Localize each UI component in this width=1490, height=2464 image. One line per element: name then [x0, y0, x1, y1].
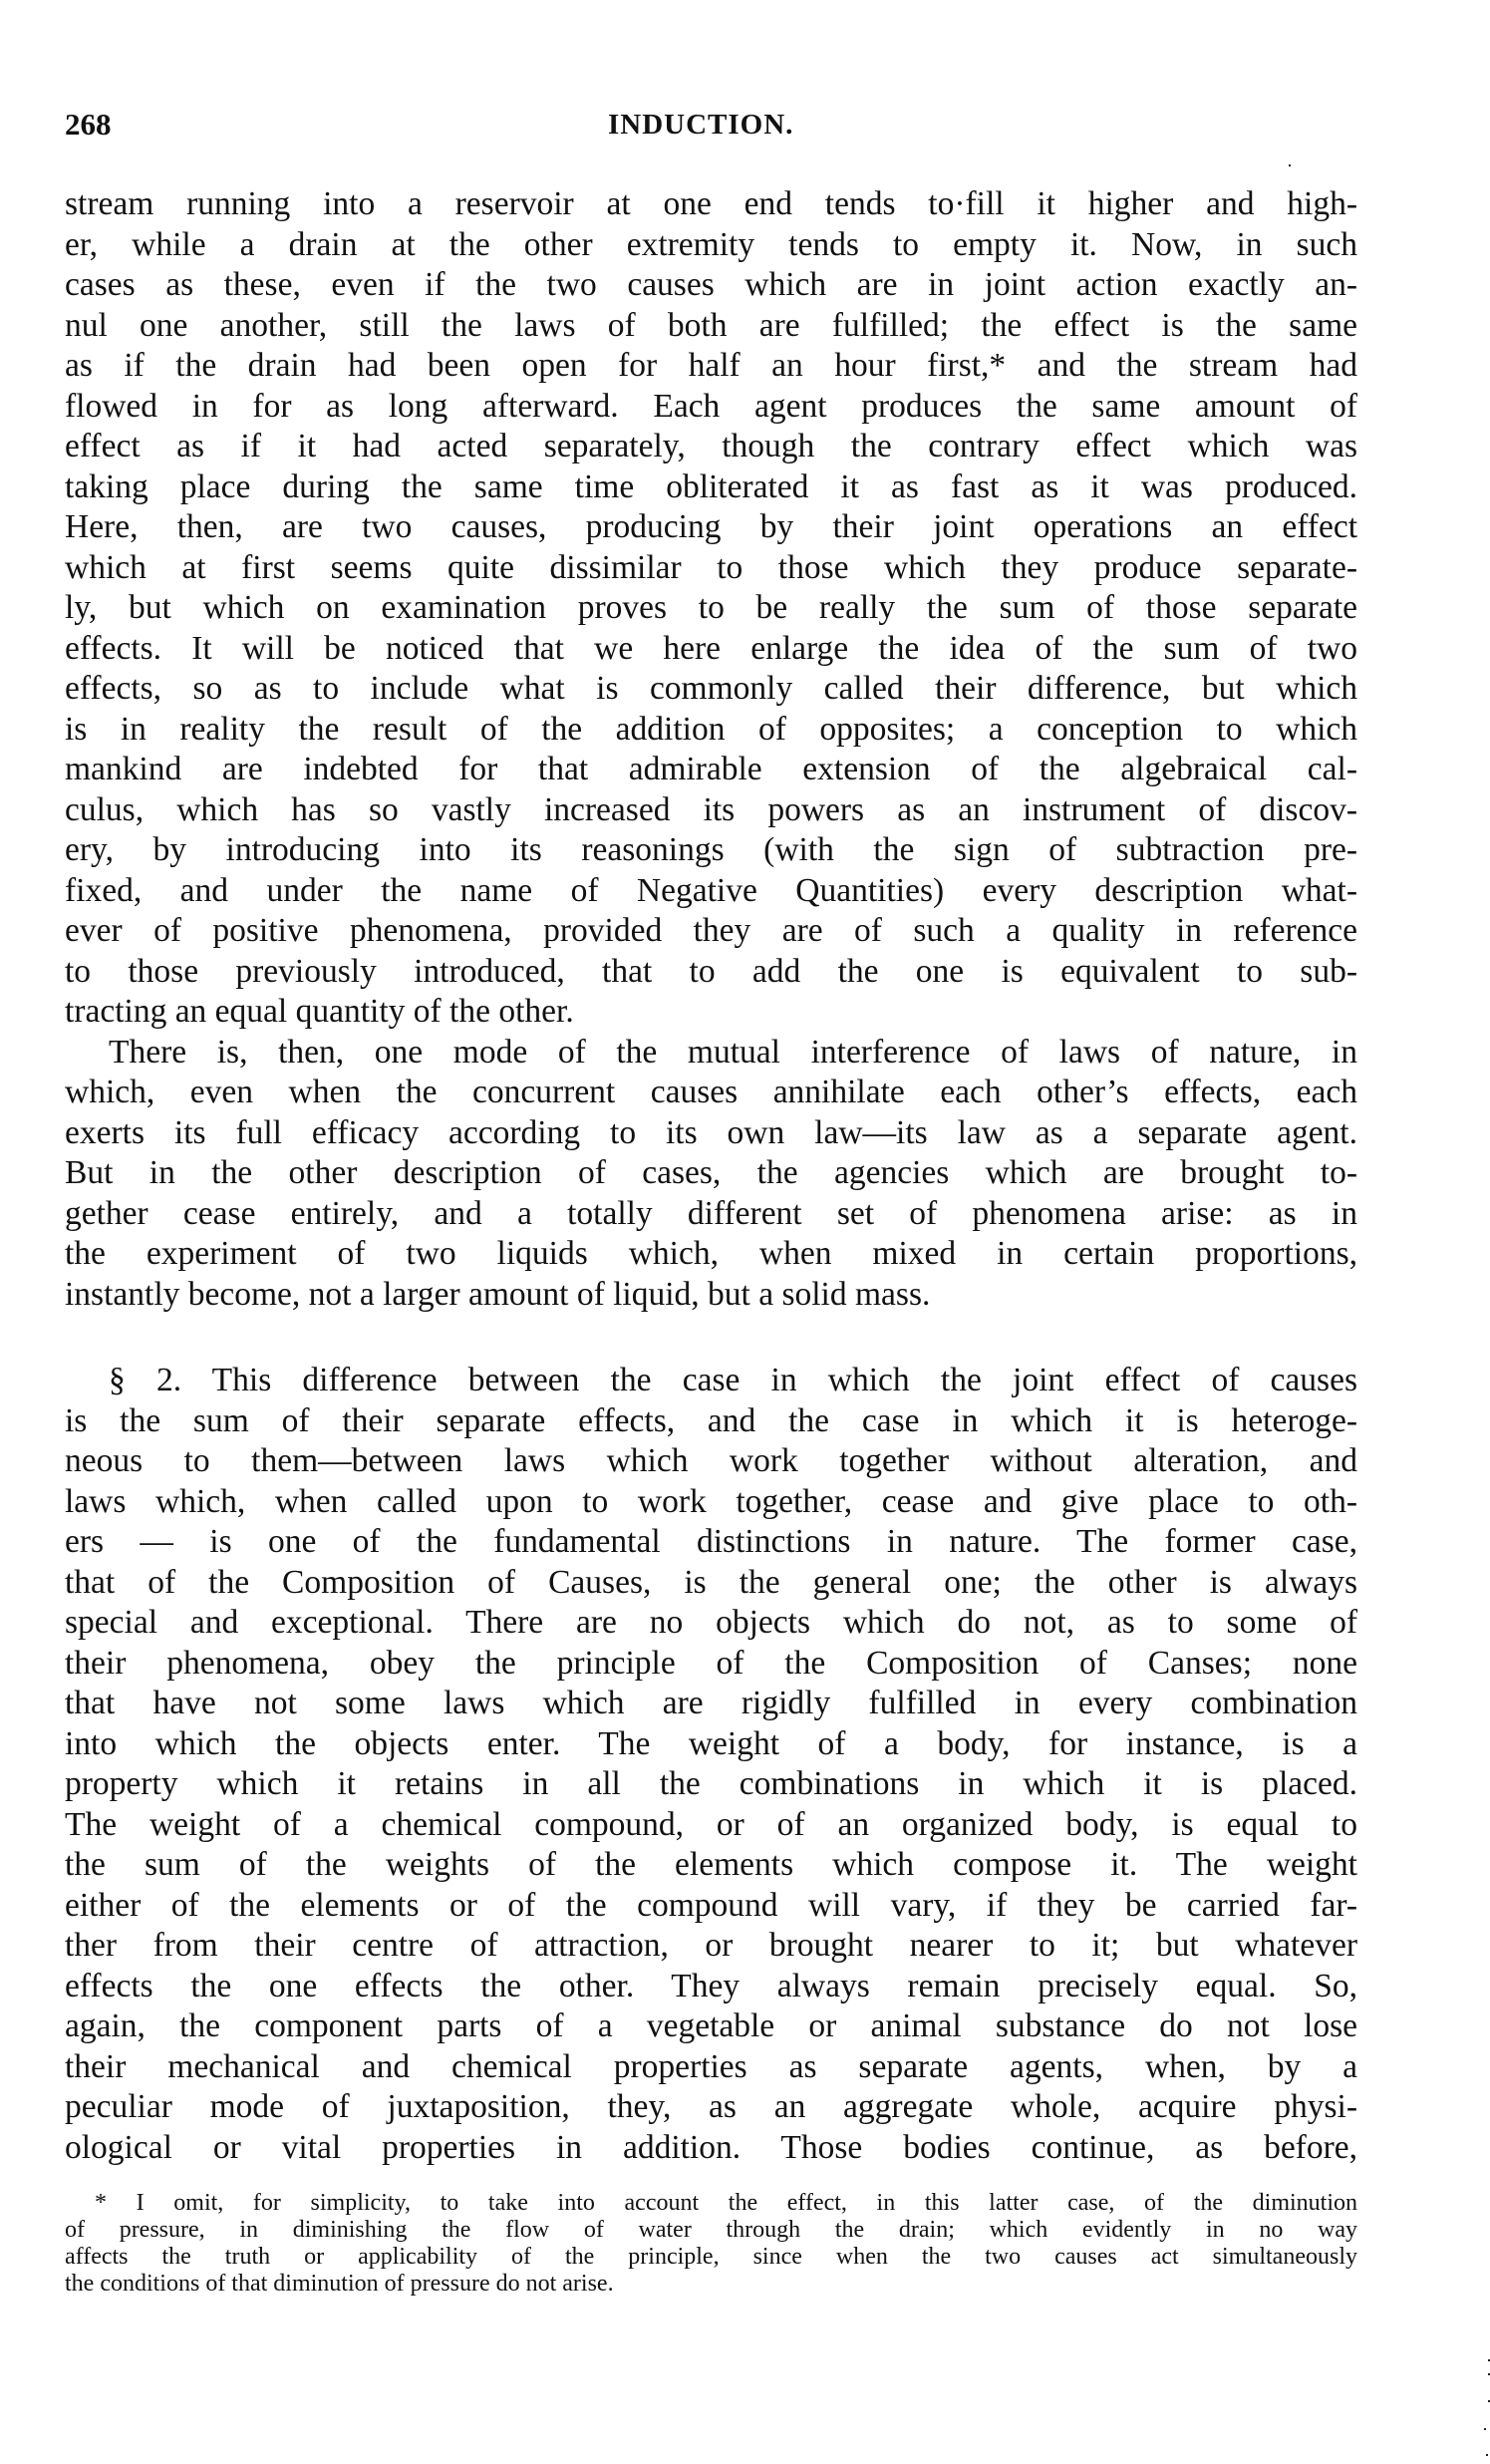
- text-line: effects. It will be noticed that we here enlarge the idea of the sum of two: [65, 629, 1357, 667]
- text-line: There is, then, one mode of the mutual interference of laws of nature, in: [109, 1033, 1357, 1071]
- text-line: is in reality the result of the addition of opposites; a conception to which: [65, 710, 1357, 748]
- text-line: into which the objects enter. The weight of a body, for instance, is a: [65, 1724, 1357, 1762]
- text-line: fixed, and under the name of Negative Quantities) every description what-: [65, 871, 1357, 909]
- text-line: culus, which has so vastly increased its powers as an instrument of discov-: [65, 790, 1357, 828]
- text-line: their phenomena, obey the principle of the Composition of Canses; none: [65, 1644, 1357, 1682]
- footnote-line: the conditions of that diminution of pressure do not arise.: [65, 2271, 614, 2297]
- text-line: special and exceptional. There are no objects which do not, as to some of: [65, 1604, 1357, 1641]
- text-line: laws which, when called upon to work together, cease and give place to oth-: [65, 1482, 1357, 1520]
- text-line: exerts its full efficacy according to its own law—its law as a separate agent.: [65, 1113, 1357, 1151]
- scan-speck: [1486, 2454, 1488, 2456]
- text-line: nul one another, still the laws of both are fulfilled; the effect is the same: [65, 306, 1357, 344]
- text-line: stream running into a reservoir at one end tends to·fill it higher and high-: [65, 185, 1357, 222]
- text-line: the sum of the weights of the elements which compose it. The weight: [65, 1846, 1357, 1883]
- text-line: property which it retains in all the combinations in which it is placed.: [65, 1765, 1357, 1802]
- text-line: er, while a drain at the other extremity tends to empty it. Now, in such: [65, 225, 1357, 263]
- footnote-line: affects the truth or applicability of the principle, since when the two causes act simultaneously: [65, 2244, 1357, 2270]
- text-line: that of the Composition of Causes, is the general one; the other is always: [65, 1563, 1357, 1601]
- text-line: neous to them—between laws which work together without alteration, and: [65, 1442, 1357, 1479]
- scan-speck: [1484, 2428, 1486, 2430]
- text-line: effect as if it had acted separately, though the contrary effect which was: [65, 428, 1357, 464]
- text-line: which, even when the concurrent causes annihilate each other’s effects, each: [65, 1074, 1357, 1110]
- text-line: which at first seems quite dissimilar to those which they produce separate-: [65, 548, 1357, 586]
- text-line: taking place during the same time obliterated it as fast as it was produced.: [65, 467, 1357, 505]
- text-line: The weight of a chemical compound, or of an organized body, is equal to: [65, 1805, 1357, 1843]
- text-line: mankind are indebted for that admirable extension of the algebraical cal-: [65, 751, 1357, 787]
- text-line: the experiment of two liquids which, when mixed in certain proportions,: [65, 1235, 1357, 1272]
- scan-speck: [1289, 164, 1291, 166]
- text-line: ly, but which on examination proves to be really the sum of those separate: [65, 589, 1357, 626]
- text-line: Here, then, are two causes, producing by their joint operations an effect: [65, 508, 1357, 545]
- text-line: gether cease entirely, and a totally different set of phenomena arise: as in: [65, 1194, 1357, 1232]
- text-line: their mechanical and chemical properties as separate agents, when, by a: [65, 2047, 1357, 2085]
- text-line: either of the elements or of the compound will vary, if they be carried far-: [65, 1886, 1357, 1924]
- text-line: ery, by introducing into its reasonings (with the sign of subtraction pre-: [65, 831, 1357, 868]
- text-line: as if the drain had been open for half an hour first,* and the stream had: [65, 347, 1357, 384]
- text-line: to those previously introduced, that to add the one is equivalent to sub-: [65, 952, 1357, 990]
- text-line: is the sum of their separate effects, and the case in which it is heteroge-: [65, 1401, 1357, 1439]
- text-line: tracting an equal quantity of the other.: [65, 993, 574, 1030]
- text-line: instantly become, not a larger amount of liquid, but a solid mass.: [65, 1275, 931, 1313]
- text-line: ers — is one of the fundamental distinctions in nature. The former case,: [65, 1523, 1357, 1560]
- text-line: cases as these, even if the two causes which are in joint action exactly an-: [65, 266, 1357, 303]
- footnote-line: * I omit, for simplicity, to take into account the effect, in this latter case, of the diminution: [95, 2190, 1357, 2216]
- section-heading-line: § 2. This difference between the case in which the joint effect of causes: [109, 1362, 1357, 1398]
- text-line: again, the component parts of a vegetable or animal substance do not lose: [65, 2007, 1357, 2044]
- text-line: ever of positive phenomena, provided they are of such a quality in reference: [65, 912, 1357, 949]
- text-line: flowed in for as long afterward. Each agent produces the same amount of: [65, 387, 1357, 425]
- chapter-title: INDUCTION.: [608, 109, 794, 141]
- text-line: that have not some laws which are rigidly fulfilled in every combination: [65, 1685, 1357, 1721]
- text-line: ological or vital properties in addition. Those bodies continue, as before,: [65, 2128, 1357, 2166]
- footnote-line: of pressure, in diminishing the flow of water through the drain; which evidently in no way: [65, 2217, 1357, 2243]
- text-line: ther from their centre of attraction, or brought nearer to it; but whatever: [65, 1927, 1357, 1964]
- text-line: effects the one effects the other. They always remain precisely equal. So,: [65, 1967, 1357, 2004]
- text-line: effects, so as to include what is commonly called their difference, but which: [65, 670, 1357, 707]
- text-line: peculiar mode of juxtaposition, they, as an aggregate whole, acquire physi-: [65, 2088, 1357, 2125]
- text-line: But in the other description of cases, the agencies which are brought to-: [65, 1154, 1357, 1191]
- page-number: 268: [65, 107, 112, 142]
- running-head: [65, 108, 1357, 142]
